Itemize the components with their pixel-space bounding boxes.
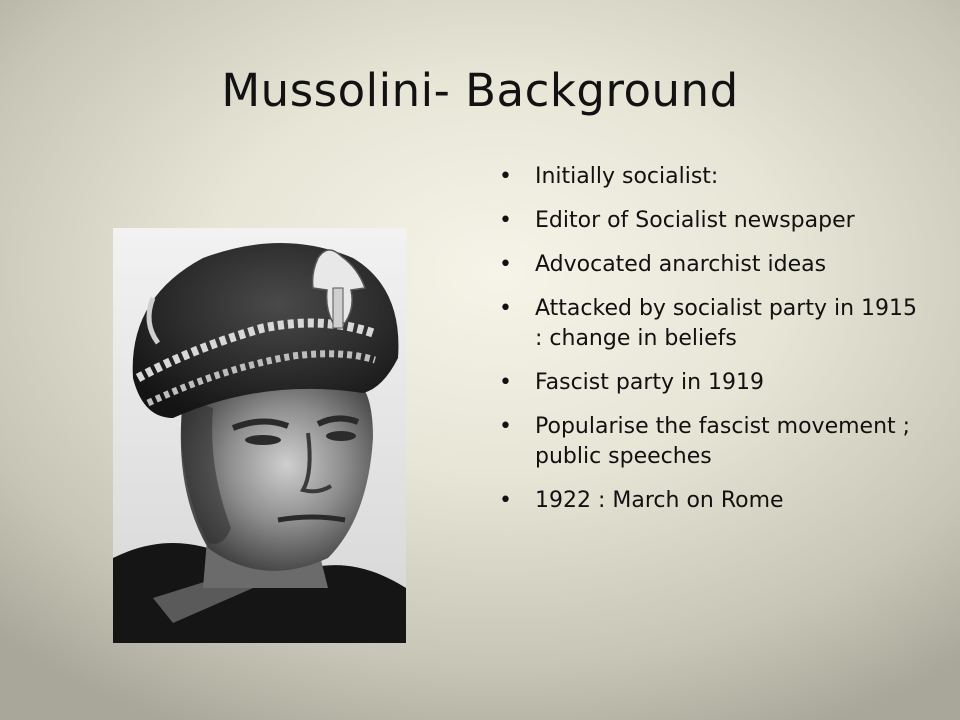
- portrait-photo: [113, 228, 406, 643]
- bullet-dot-icon: •: [499, 370, 512, 395]
- bullet-text: Advocated anarchist ideas: [535, 252, 827, 277]
- bullet-item: [497, 250, 917, 280]
- bullet-item: [497, 206, 917, 236]
- bullet-item: [497, 368, 917, 398]
- bullet-dot-icon: •: [499, 414, 512, 439]
- bullet-dot-icon: •: [499, 296, 512, 321]
- bullet-dot-icon: •: [499, 488, 512, 513]
- bullet-text: Editor of Socialist newspaper: [535, 208, 855, 233]
- bullet-text: Initially socialist:: [535, 164, 719, 189]
- bullet-text: 1922 : March on Rome: [535, 488, 784, 513]
- bullet-text: Fascist party in 1919: [535, 370, 765, 395]
- bullet-list: [497, 162, 917, 530]
- bullet-dot-icon: •: [499, 208, 512, 233]
- bullet-item: [497, 412, 917, 472]
- bullet-dot-icon: •: [499, 252, 512, 277]
- bullet-item: [497, 486, 917, 516]
- bullet-text: Popularise the fascist movement ; public speeches: [535, 414, 911, 469]
- bullet-text: Attacked by socialist party in 1915 : change in beliefs: [535, 296, 918, 351]
- bullet-item: [497, 162, 917, 192]
- portrait-image: [113, 228, 406, 643]
- slide-title: Mussolini- Background: [221, 64, 739, 117]
- bullet-dot-icon: •: [499, 164, 512, 189]
- bullet-item: [497, 294, 917, 354]
